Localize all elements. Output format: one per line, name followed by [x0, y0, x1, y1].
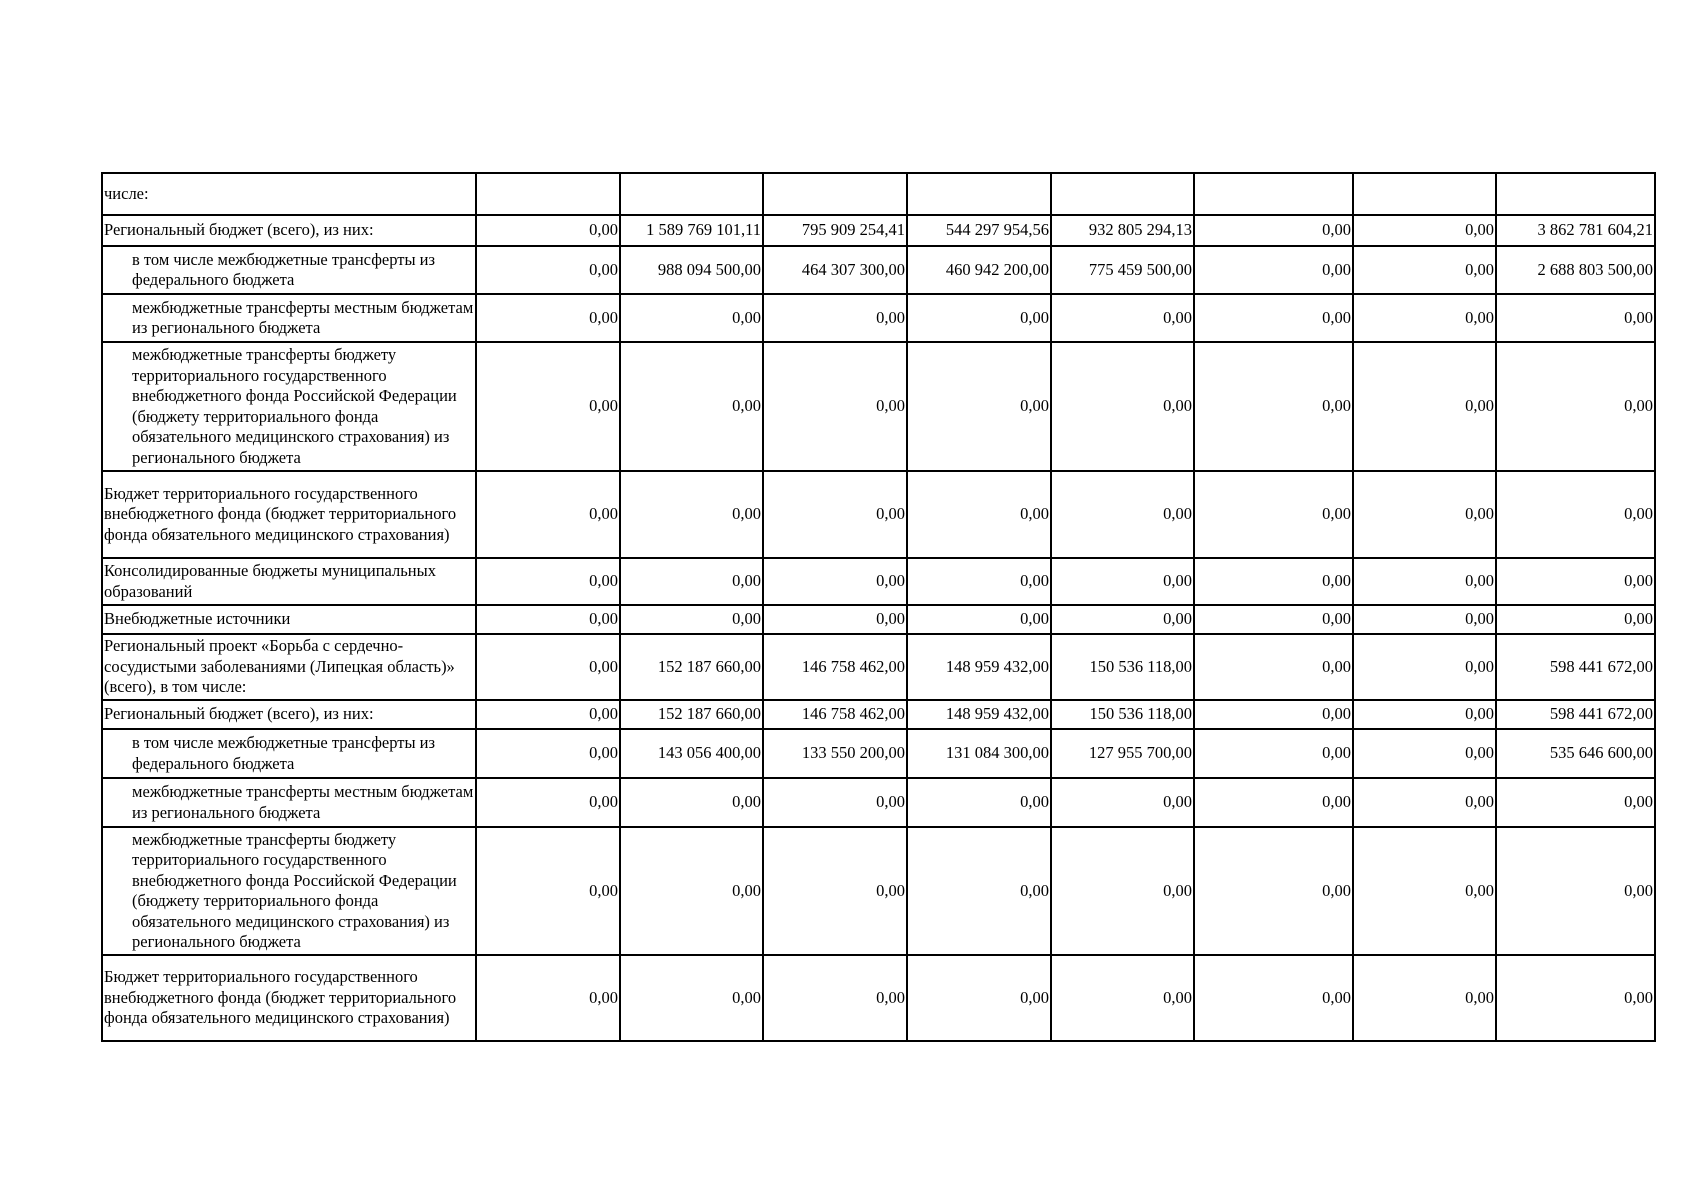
cell-value: [1194, 173, 1353, 215]
cell-value: 0,00: [763, 955, 907, 1041]
cell-value: 0,00: [620, 342, 763, 471]
cell-value: 0,00: [763, 471, 907, 558]
cell-value: 0,00: [1194, 215, 1353, 246]
cell-value: 0,00: [1353, 827, 1496, 955]
cell-value: 0,00: [1353, 700, 1496, 729]
cell-value: [1051, 173, 1194, 215]
cell-value: 0,00: [763, 605, 907, 634]
cell-value: 0,00: [763, 827, 907, 955]
cell-value: 150 536 118,00: [1051, 700, 1194, 729]
cell-value: 0,00: [476, 215, 620, 246]
table-row: [102, 827, 1655, 955]
cell-value: 795 909 254,41: [763, 215, 907, 246]
cell-value: 0,00: [1496, 778, 1655, 827]
cell-value: 0,00: [907, 778, 1051, 827]
cell-value: 0,00: [476, 827, 620, 955]
cell-value: 0,00: [1194, 558, 1353, 605]
cell-value: 0,00: [1194, 955, 1353, 1041]
row-label: Региональный бюджет (всего), из них:: [102, 215, 476, 246]
cell-value: 0,00: [476, 634, 620, 700]
cell-value: 0,00: [476, 246, 620, 294]
cell-value: 0,00: [907, 605, 1051, 634]
cell-value: 148 959 432,00: [907, 634, 1051, 700]
cell-value: 0,00: [1353, 634, 1496, 700]
table-row: [102, 471, 1655, 558]
cell-value: 0,00: [1353, 342, 1496, 471]
cell-value: 146 758 462,00: [763, 634, 907, 700]
cell-value: 0,00: [476, 955, 620, 1041]
cell-value: 0,00: [1353, 778, 1496, 827]
cell-value: 0,00: [1353, 729, 1496, 778]
cell-value: 0,00: [907, 827, 1051, 955]
cell-value: 0,00: [907, 294, 1051, 342]
row-label: Региональный бюджет (всего), из них:: [102, 700, 476, 729]
cell-value: 0,00: [907, 955, 1051, 1041]
cell-value: 0,00: [1194, 246, 1353, 294]
cell-value: 152 187 660,00: [620, 700, 763, 729]
table-row: [102, 215, 1655, 246]
row-label: межбюджетные трансферты бюджету территориального государственного внебюджетного фонда Российской Федерации (бюджету территориального фонда обязательного медицинского страхования) из регионального бюджета: [102, 827, 476, 955]
cell-value: 0,00: [1496, 294, 1655, 342]
cell-value: 133 550 200,00: [763, 729, 907, 778]
table-row: [102, 558, 1655, 605]
cell-value: [620, 173, 763, 215]
cell-value: 932 805 294,13: [1051, 215, 1194, 246]
cell-value: 2 688 803 500,00: [1496, 246, 1655, 294]
cell-value: 0,00: [476, 700, 620, 729]
budget-table-body: [102, 173, 1655, 1041]
table-row: [102, 173, 1655, 215]
row-label: в том числе межбюджетные трансферты из федерального бюджета: [102, 729, 476, 778]
cell-value: 0,00: [907, 558, 1051, 605]
cell-value: 150 536 118,00: [1051, 634, 1194, 700]
cell-value: 131 084 300,00: [907, 729, 1051, 778]
cell-value: 0,00: [620, 955, 763, 1041]
cell-value: 0,00: [1051, 294, 1194, 342]
cell-value: 0,00: [620, 827, 763, 955]
cell-value: 0,00: [476, 342, 620, 471]
cell-value: 0,00: [1051, 827, 1194, 955]
cell-value: 0,00: [476, 294, 620, 342]
table-row: [102, 605, 1655, 634]
cell-value: 544 297 954,56: [907, 215, 1051, 246]
cell-value: 0,00: [1353, 558, 1496, 605]
cell-value: 0,00: [620, 294, 763, 342]
cell-value: 0,00: [1194, 605, 1353, 634]
cell-value: 127 955 700,00: [1051, 729, 1194, 778]
cell-value: [907, 173, 1051, 215]
cell-value: 0,00: [1353, 215, 1496, 246]
cell-value: 0,00: [476, 605, 620, 634]
cell-value: 598 441 672,00: [1496, 700, 1655, 729]
cell-value: 0,00: [620, 558, 763, 605]
cell-value: 146 758 462,00: [763, 700, 907, 729]
cell-value: 0,00: [1496, 558, 1655, 605]
cell-value: 0,00: [1051, 342, 1194, 471]
row-label: Региональный проект «Борьба с сердечно-сосудистыми заболеваниями (Липецкая область)» (всего), в том числе:: [102, 634, 476, 700]
cell-value: 0,00: [1353, 955, 1496, 1041]
cell-value: 598 441 672,00: [1496, 634, 1655, 700]
cell-value: 0,00: [1496, 827, 1655, 955]
cell-value: 143 056 400,00: [620, 729, 763, 778]
cell-value: 0,00: [1353, 471, 1496, 558]
cell-value: 0,00: [1051, 605, 1194, 634]
table-row: [102, 955, 1655, 1041]
cell-value: 1 589 769 101,11: [620, 215, 763, 246]
cell-value: [1496, 173, 1655, 215]
cell-value: 0,00: [1353, 246, 1496, 294]
row-label: числе:: [102, 173, 476, 215]
cell-value: 0,00: [1051, 955, 1194, 1041]
cell-value: 0,00: [1353, 605, 1496, 634]
cell-value: 0,00: [1194, 827, 1353, 955]
cell-value: 0,00: [1194, 729, 1353, 778]
cell-value: 460 942 200,00: [907, 246, 1051, 294]
cell-value: 535 646 600,00: [1496, 729, 1655, 778]
cell-value: [1353, 173, 1496, 215]
cell-value: 0,00: [1194, 294, 1353, 342]
cell-value: 0,00: [1194, 471, 1353, 558]
table-row: [102, 342, 1655, 471]
cell-value: 0,00: [1194, 342, 1353, 471]
row-label: межбюджетные трансферты бюджету территориального государственного внебюджетного фонда Российской Федерации (бюджету территориального фонда обязательного медицинского страхования) из регионального бюджета: [102, 342, 476, 471]
cell-value: 0,00: [476, 729, 620, 778]
table-row: [102, 634, 1655, 700]
cell-value: 0,00: [907, 471, 1051, 558]
cell-value: 0,00: [907, 342, 1051, 471]
cell-value: 0,00: [476, 471, 620, 558]
cell-value: 0,00: [476, 778, 620, 827]
row-label: Внебюджетные источники: [102, 605, 476, 634]
cell-value: 0,00: [1051, 778, 1194, 827]
cell-value: 0,00: [1496, 471, 1655, 558]
cell-value: 0,00: [1194, 634, 1353, 700]
cell-value: 0,00: [620, 778, 763, 827]
cell-value: 0,00: [1496, 342, 1655, 471]
cell-value: 0,00: [763, 342, 907, 471]
cell-value: 0,00: [763, 778, 907, 827]
cell-value: 0,00: [620, 471, 763, 558]
cell-value: 0,00: [1194, 700, 1353, 729]
cell-value: 0,00: [620, 605, 763, 634]
cell-value: 0,00: [1496, 605, 1655, 634]
cell-value: 0,00: [1194, 778, 1353, 827]
cell-value: 775 459 500,00: [1051, 246, 1194, 294]
cell-value: 0,00: [1051, 558, 1194, 605]
row-label: межбюджетные трансферты местным бюджетам из регионального бюджета: [102, 294, 476, 342]
cell-value: 148 959 432,00: [907, 700, 1051, 729]
row-label: в том числе межбюджетные трансферты из федерального бюджета: [102, 246, 476, 294]
budget-table: [101, 172, 1656, 1042]
row-label: Бюджет территориального государственного внебюджетного фонда (бюджет территориального фонда обязательного медицинского страхования): [102, 471, 476, 558]
table-row: [102, 246, 1655, 294]
cell-value: 464 307 300,00: [763, 246, 907, 294]
table-row: [102, 294, 1655, 342]
cell-value: 0,00: [1496, 955, 1655, 1041]
cell-value: [476, 173, 620, 215]
cell-value: 988 094 500,00: [620, 246, 763, 294]
row-label: Бюджет территориального государственного внебюджетного фонда (бюджет территориального фонда обязательного медицинского страхования): [102, 955, 476, 1041]
cell-value: 3 862 781 604,21: [1496, 215, 1655, 246]
table-row: [102, 700, 1655, 729]
row-label: межбюджетные трансферты местным бюджетам из регионального бюджета: [102, 778, 476, 827]
cell-value: [763, 173, 907, 215]
table-row: [102, 778, 1655, 827]
table-row: [102, 729, 1655, 778]
cell-value: 0,00: [476, 558, 620, 605]
cell-value: 0,00: [763, 294, 907, 342]
cell-value: 152 187 660,00: [620, 634, 763, 700]
cell-value: 0,00: [1353, 294, 1496, 342]
cell-value: 0,00: [763, 558, 907, 605]
cell-value: 0,00: [1051, 471, 1194, 558]
row-label: Консолидированные бюджеты муниципальных образований: [102, 558, 476, 605]
